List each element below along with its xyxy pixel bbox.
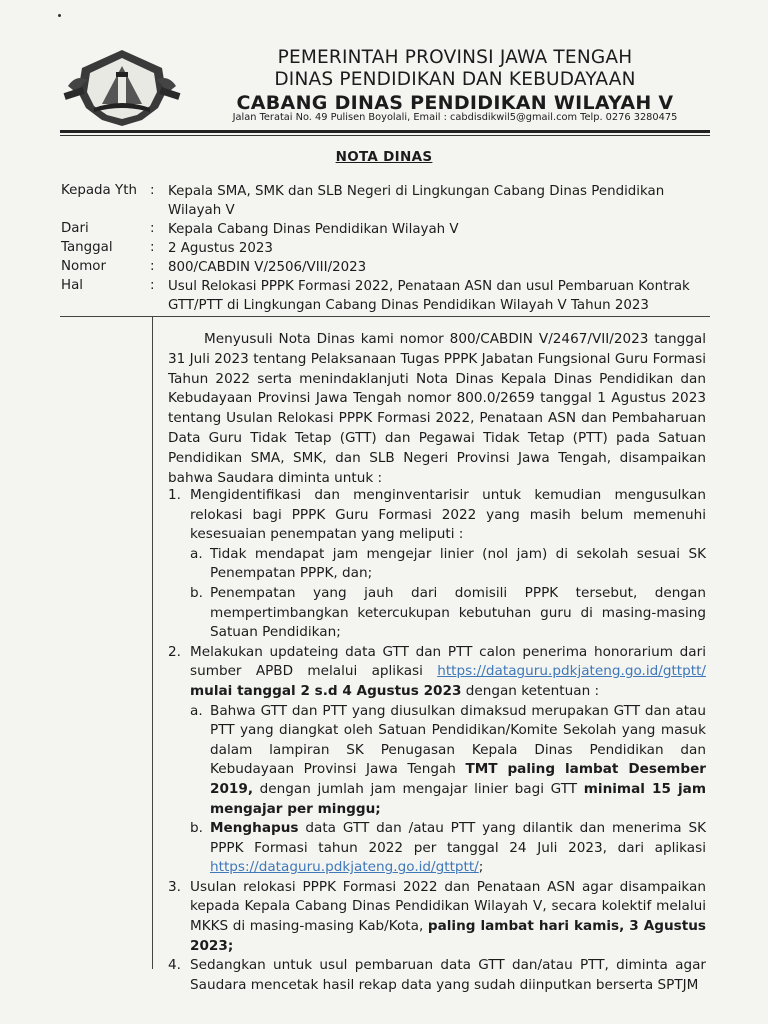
field-colon: :: [150, 259, 155, 274]
sub-list-item: [190, 702, 706, 820]
list-number: 1.: [168, 487, 181, 503]
field-value-nomor: 800/CABDIN V/2506/VIII/2023: [168, 260, 367, 275]
sub-list-item: [190, 545, 706, 584]
field-value-kepada: Kepala SMA, SMK dan SLB Negeri di Lingkungan Cabang Dinas Pendidikan Wilayah V: [168, 184, 665, 218]
sub-list: [190, 702, 706, 878]
sub-item-bold: minimal 15 jam mengajar per minggu;: [210, 780, 706, 817]
instruction-list: [168, 486, 706, 995]
intro-paragraph: Menyusuli Nota Dinas kami nomor 800/CABDIN V/2467/VII/2023 tanggal 31 Juli 2023 tentang Pelaksanaan Tugas PPPK Jabatan Fungsional Guru Formasi Tahun 2022 serta menindaklanjuti Nota Dinas Kepala Dinas Pendidikan dan Kebudayaan Provinsi Jawa Tengah nomor 800.0/2659 tanggal 1 Agustus 2023 tentang Usulan Relokasi PPPK Formasi 2022, Penataan ASN dan Pembaharuan Data Guru Tidak Tetap (GTT) dan Pegawai Tidak Tetap (PTT) pada Satuan Pendidikan SMA, SMK, dan SLB Negeri Provinsi Jawa Tengah, disampaikan bahwa Saudara diminta untuk :: [168, 331, 706, 486]
item-text: Mengidentifikasi dan menginventarisir untuk kemudian mengusulkan relokasi bagi PPPK Guru Formasi 2022 yang masih belum memenuhi kesesuaian penempatan yang meliputi :: [190, 487, 706, 543]
field-value-dari: Kepala Cabang Dinas Pendidikan Wilayah V: [168, 222, 459, 237]
list-number: 2.: [168, 643, 181, 660]
field-colon: :: [150, 278, 155, 293]
sub-item-text: Penempatan yang jauh dari domisili PPPK tersebut, dengan mempertimbangkan ketercukupan kebutuhan guru di masing-masing Satuan Pendidikan;: [210, 584, 706, 641]
sub-item-text: dengan jumlah jam mengajar linier bagi GTT: [253, 780, 584, 797]
list-item: [168, 643, 706, 878]
sub-item-text: ;: [478, 859, 484, 876]
sub-list: [190, 545, 706, 643]
field-value-hal: Usul Relokasi PPPK Formasi 2022, Penataan ASN dan usul Pembaruan Kontrak GTT/PTT di Lingkungan Cabang Dinas Pendidikan Wilayah V Tahun 2023: [168, 279, 690, 313]
sub-item-text: Bahwa GTT dan PTT yang diusulkan dimaksud merupakan GTT dan atau PTT yang diangkat oleh Satuan Pendidikan/Komite Sekolah yang masuk dalam lampiran SK Penugasan Kepala Dinas Pendidikan dan Kebudayaan Provinsi Jawa Tengah: [210, 702, 706, 778]
dataguru-link[interactable]: https://dataguru.pdkjateng.go.id/gttptt/: [210, 859, 479, 876]
sub-letter: b.: [190, 820, 203, 837]
sub-item-bold: Menghapus: [210, 820, 299, 837]
document-title: NOTA DINAS: [335, 149, 433, 165]
sub-item-text: data GTT dan /atau PTT yang dilantik dan menerima SK PPPK Formasi tahun 2022 per tanggal 24 Juli 2023, dari aplikasi: [210, 820, 706, 856]
sub-item-text: Tidak mendapat jam mengejar linier (nol jam) di sekolah sesuai SK Penempatan PPPK, dan;: [210, 545, 706, 582]
list-number: 4.: [168, 957, 181, 974]
item-text: Usulan relokasi PPPK Formasi 2022 dan Penataan ASN agar disampaikan kepada Kepala Cabang Dinas Pendidikan Wilayah V, secara kolektif melalui MKKS di masing-masing Kab/Kota,: [190, 878, 706, 935]
margin-divider: [152, 316, 153, 969]
list-number: 3.: [168, 878, 181, 895]
letterhead-line-3: CABANG DINAS PENDIDIKAN WILAYAH V: [236, 92, 674, 114]
list-item: [168, 956, 706, 995]
field-label-nomor: Nomor: [61, 259, 106, 274]
field-colon: :: [150, 183, 155, 198]
field-value-tanggal: 2 Agustus 2023: [168, 241, 273, 256]
field-label-kepada: Kepada Yth: [61, 183, 137, 198]
sub-letter: a.: [190, 702, 203, 719]
letterhead-line-2: DINAS PENDIDIKAN DAN KEBUDAYAAN: [274, 69, 636, 90]
letterhead-rule-thin: [60, 135, 710, 136]
letterhead-address: Jalan Teratai No. 49 Pulisen Boyolali, Email : cabdisdikwil5@gmail.com Telp. 0276 3280475: [232, 112, 678, 123]
item-text: Sedangkan untuk usul pembaruan data GTT dan/atau PTT, diminta agar Saudara mencetak hasil rekap data yang sudah diinputkan berserta SPTJM: [190, 957, 706, 993]
item-text: Melakukan updateing data GTT dan PTT calon penerima honorarium dari sumber APBD melalui aplikasi: [190, 643, 706, 680]
dataguru-link[interactable]: https://dataguru.pdkjateng.go.id/gttptt/: [437, 663, 706, 680]
sub-list-item: [190, 584, 706, 643]
scan-speck: [58, 14, 61, 17]
list-item: [168, 486, 706, 643]
field-colon: :: [150, 240, 155, 255]
sub-letter: a.: [190, 545, 203, 562]
item-bold-date: mulai tanggal 2 s.d 4 Agustus 2023: [190, 682, 462, 699]
header-divider: [60, 316, 710, 317]
provincial-emblem-logo: [62, 46, 182, 128]
list-item: [168, 878, 706, 956]
item-bold-deadline: paling lambat hari kamis, 3 Agustus 2023;: [190, 918, 706, 954]
field-label-hal: Hal: [61, 278, 83, 293]
field-label-tanggal: Tanggal: [61, 240, 113, 255]
sub-letter: b.: [190, 584, 203, 601]
field-label-dari: Dari: [61, 221, 89, 236]
sub-item-bold: TMT paling lambat Desember 2019,: [210, 761, 706, 797]
letterhead-line-1: PEMERINTAH PROVINSI JAWA TENGAH: [277, 47, 633, 68]
field-colon: :: [150, 221, 155, 236]
sub-list-item: [190, 819, 706, 878]
letterhead-rule-thick: [60, 130, 710, 133]
item-text: dengan ketentuan :: [461, 682, 600, 699]
